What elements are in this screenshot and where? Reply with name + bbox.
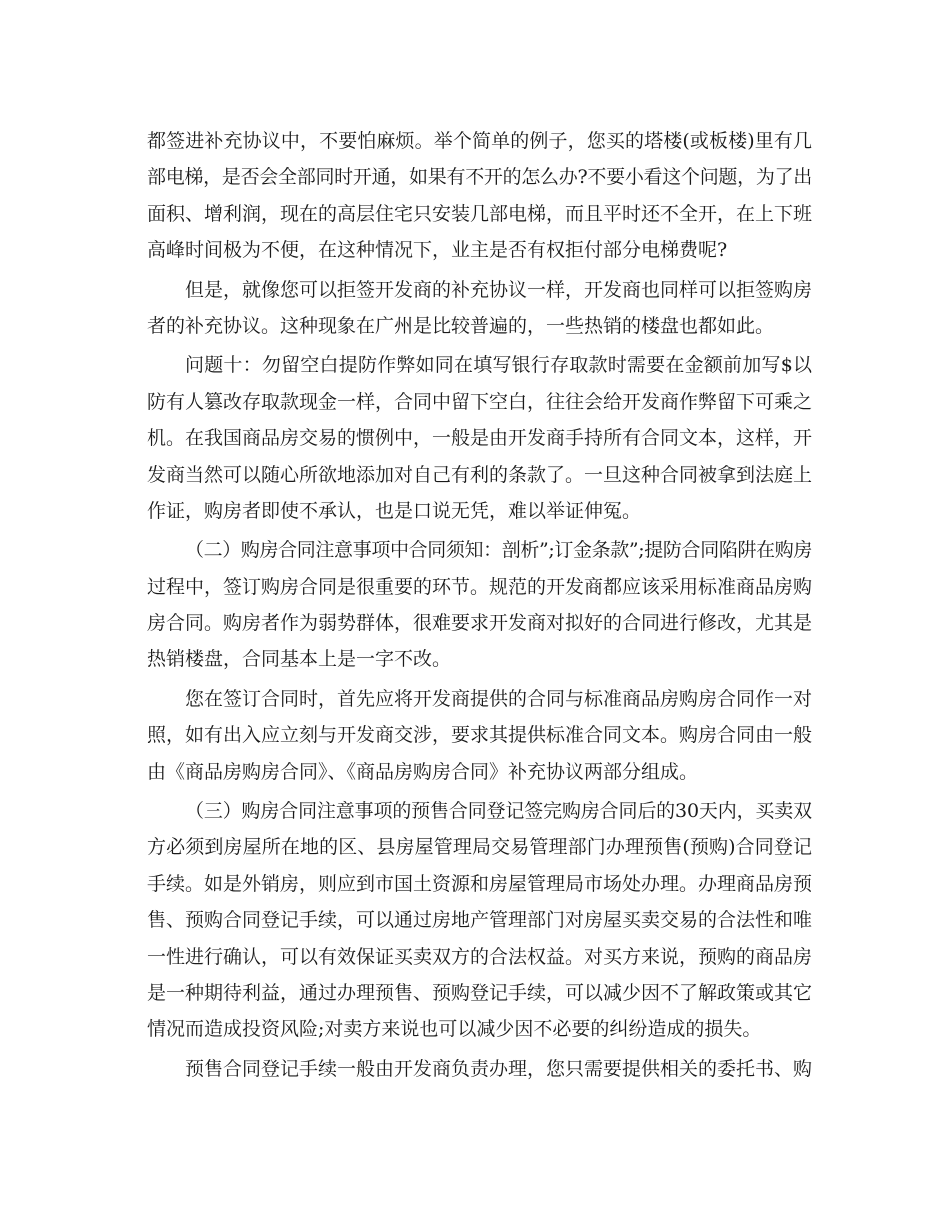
text-line: （三）购房合同注意事项的预售合同登记签完购房合同后的30天内，买卖双 [185, 800, 812, 823]
paragraph [147, 347, 812, 529]
text-line: 由《商品房购房合同》、《商品房购房合同》补充协议两部分组成。 [147, 760, 699, 783]
text-line: 但是，就像您可以拒签开发商的补充协议一样，开发商也同样可以拒签购房 [185, 278, 813, 301]
text-line: 作证，购房者即使不承认，也是口说无凭，难以举证伸冤。 [147, 499, 642, 522]
text-line: 问题十：勿留空白提防作弊如同在填写银行存取款时需要在金额前加写$以 [185, 354, 813, 377]
text-line: 照，如有出入应立刻与开发商交涉，要求其提供标准合同文本。购房合同由一般 [147, 724, 813, 747]
paragraph [147, 272, 812, 345]
text-line: 是一种期待利益，通过办理预售、预购登记手续，可以减少因不了解政策或其它 [147, 981, 813, 1004]
text-line: 防有人篡改存取款现金一样，合同中留下空白，往往会给开发商作弊留下可乘之 [147, 390, 813, 413]
text-line: 热销楼盘，合同基本上是一字不改。 [147, 648, 452, 671]
text-line: 情况而造成投资风险;对卖方来说也可以减少因不必要的纠纷造成的损失。 [147, 1018, 762, 1041]
text-line: （二）购房合同注意事项中合同须知：剖析”;订金条款”;提防合同陷阱在购房 [185, 539, 812, 562]
paragraph [147, 1051, 812, 1087]
text-line: 预售合同登记手续一般由开发商负责办理，您只需要提供相关的委托书、购 [185, 1057, 813, 1080]
text-line: 您在签订合同时，首先应将开发商提供的合同与标准商品房购房合同作一对 [185, 687, 813, 710]
text-line: 过程中，签订购房合同是很重要的环节。规范的开发商都应该采用标准商品房购 [147, 575, 813, 598]
text-line: 方必须到房屋所在地的区、县房屋管理局交易管理部门办理预售(预购)合同登记 [147, 836, 813, 859]
text-line: 房合同。购房者作为弱势群体，很难要求开发商对拟好的合同进行修改，尤其是 [147, 612, 813, 635]
text-line: 发商当然可以随心所欲地添加对自己有利的条款了。一旦这种合同被拿到法庭上 [147, 463, 813, 486]
document-body [147, 123, 812, 1087]
paragraph [147, 681, 812, 790]
text-line: 面积、增利润，现在的高层住宅只安装几部电梯，而且平时还不全开，在上下班 [147, 202, 813, 225]
text-line: 手续。如是外销房，则应到市国土资源和房屋管理局市场处办理。办理商品房预 [147, 872, 813, 895]
text-line: 高峰时间极为不便，在这种情况下，业主是否有权拒付部分电梯费呢? [147, 239, 728, 262]
paragraph [147, 123, 812, 269]
paragraph [147, 532, 812, 678]
text-line: 者的补充协议。这种现象在广州是比较普遍的，一些热销的楼盘也都如此。 [147, 314, 775, 337]
paragraph [147, 793, 812, 1048]
text-line: 售、预购合同登记手续，可以通过房地产管理部门对房屋买卖交易的合法性和唯 [147, 909, 813, 932]
text-line: 一性进行确认，可以有效保证买卖双方的合法权益。对买方来说，预购的商品房 [147, 945, 813, 968]
text-line: 都签进补充协议中，不要怕麻烦。举个简单的例子，您买的塔楼(或板楼)里有几 [147, 130, 813, 152]
text-line: 机。在我国商品房交易的惯例中，一般是由开发商手持所有合同文本，这样，开 [147, 427, 813, 450]
text-line: 部电梯，是否会全部同时开通，如果有不开的怎么办?不要小看这个问题，为了出 [147, 166, 813, 189]
